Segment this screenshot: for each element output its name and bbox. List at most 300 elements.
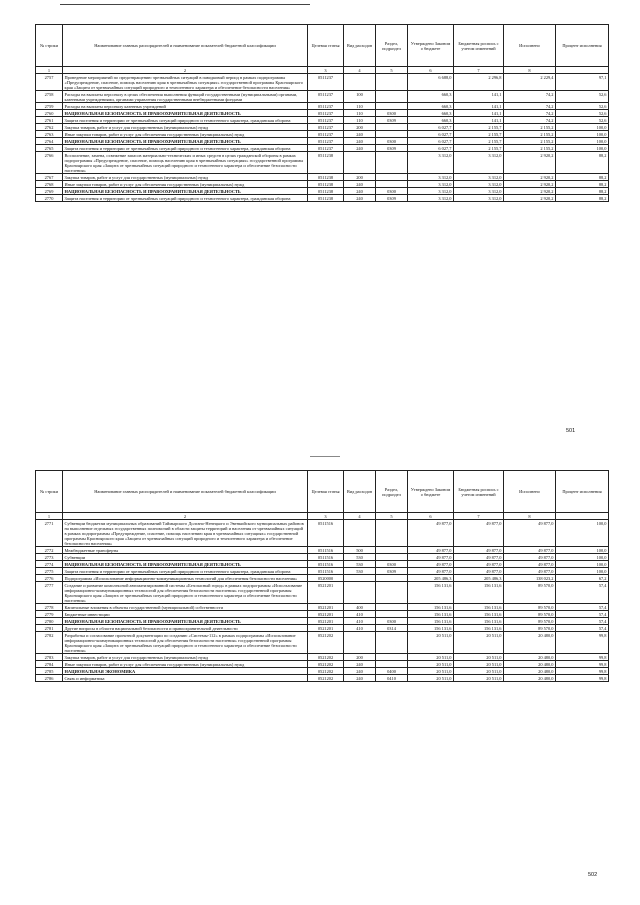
row-executed-cell: 89 570,0 xyxy=(504,582,556,604)
row-name-cell: Подпрограмма «Использование информационно-коммуникационных технологий для обеспечения безопасности населения» xyxy=(63,575,308,582)
header-target: Целевая статья xyxy=(308,25,344,67)
row-number-cell: 2769 xyxy=(36,188,63,195)
row-exp-type-cell: 110 xyxy=(344,117,376,124)
row-number-cell: 2778 xyxy=(36,604,63,611)
header-name: Наименование главных распорядителей и наименование показателей бюджетной классификации xyxy=(63,471,308,513)
row-section-cell xyxy=(376,547,408,554)
row-section-cell xyxy=(376,575,408,582)
row-section-cell: 0309 xyxy=(376,195,408,202)
row-name-cell: НАЦИОНАЛЬНАЯ БЕЗОПАСНОСТЬ И ПРАВООХРАНИТЕЛЬНАЯ ДЕЯТЕЛЬНОСТЬ xyxy=(63,138,308,145)
row-exp-type-cell: 240 xyxy=(344,195,376,202)
header-number: 6 xyxy=(408,513,454,520)
row-approved-cell: 660,3 xyxy=(408,103,454,110)
row-name-cell: НАЦИОНАЛЬНАЯ ЭКОНОМИКА xyxy=(63,668,308,675)
row-budget-list-cell: 156 131,6 xyxy=(454,604,504,611)
row-name-cell: Иные закупки товаров, работ и услуг для обеспечения государственных (муниципальных) нужд xyxy=(63,181,308,188)
row-exp-type-cell: 410 xyxy=(344,625,376,632)
row-target-cell: 0511238 xyxy=(308,152,344,174)
row-budget-list-cell: 3 312,0 xyxy=(454,188,504,195)
header-approved: Утверждено Законом о бюджете xyxy=(408,471,454,513)
header-number: 2 xyxy=(63,513,308,520)
row-percent-cell: 99,8 xyxy=(556,675,609,682)
row-number-cell: 2760 xyxy=(36,110,63,117)
table-row xyxy=(36,625,609,632)
separator xyxy=(310,456,340,457)
row-exp-type-cell: 200 xyxy=(344,124,376,131)
row-approved-cell: 205 486,3 xyxy=(408,575,454,582)
row-budget-list-cell: 20 511,0 xyxy=(454,675,504,682)
row-approved-cell: 20 511,0 xyxy=(408,661,454,668)
header-section: Раздел, подраздел xyxy=(376,25,408,67)
row-approved-cell: 49 877,0 xyxy=(408,554,454,561)
row-approved-cell: 6 688,0 xyxy=(408,74,454,91)
header-number: 1 xyxy=(36,513,63,520)
row-number-cell: 2757 xyxy=(36,74,63,91)
row-budget-list-cell: 2 296,8 xyxy=(454,74,504,91)
row-exp-type-cell: 240 xyxy=(344,661,376,668)
row-section-cell: 0400 xyxy=(376,668,408,675)
header-number: 4 xyxy=(344,513,376,520)
row-section-cell: 0300 xyxy=(376,618,408,625)
row-executed-cell: 74,2 xyxy=(504,110,556,117)
row-percent-cell: 97,1 xyxy=(556,74,609,91)
row-number-cell: 2781 xyxy=(36,625,63,632)
row-approved-cell: 6 027,7 xyxy=(408,138,454,145)
row-executed-cell: 2 155,2 xyxy=(504,131,556,138)
header-section: Раздел, подраздел xyxy=(376,471,408,513)
row-percent-cell: 100,0 xyxy=(556,131,609,138)
row-target-cell: 0511237 xyxy=(308,91,344,103)
row-executed-cell: 49 877,0 xyxy=(504,520,556,547)
row-budget-list-cell: 20 511,0 xyxy=(454,668,504,675)
row-section-cell xyxy=(376,582,408,604)
table-row xyxy=(36,554,609,561)
row-number-cell: 2763 xyxy=(36,131,63,138)
row-number-cell: 2762 xyxy=(36,124,63,131)
header-number: 5 xyxy=(376,67,408,74)
row-budget-list-cell: 141,1 xyxy=(454,110,504,117)
row-exp-type-cell: 500 xyxy=(344,547,376,554)
header-executed: Исполнено xyxy=(504,25,556,67)
row-approved-cell: 3 312,0 xyxy=(408,181,454,188)
row-section-cell: 0314 xyxy=(376,625,408,632)
page-number: 501 xyxy=(566,428,576,434)
row-name-cell: НАЦИОНАЛЬНАЯ БЕЗОПАСНОСТЬ И ПРАВООХРАНИТЕЛЬНАЯ ДЕЯТЕЛЬНОСТЬ xyxy=(63,188,308,195)
row-percent-cell: 67,2 xyxy=(556,575,609,582)
row-name-cell: Капитальные вложения в объекты государственной (муниципальной) собственности xyxy=(63,604,308,611)
row-name-cell: Межбюджетные трансферты xyxy=(63,547,308,554)
row-executed-cell: 74,2 xyxy=(504,91,556,103)
row-target-cell: 0511238 xyxy=(308,181,344,188)
row-approved-cell: 20 511,0 xyxy=(408,675,454,682)
table-body-page-501 xyxy=(36,74,609,202)
row-target-cell: 0520000 xyxy=(308,575,344,582)
budget-page-502 xyxy=(35,470,608,682)
row-section-cell: 0309 xyxy=(376,145,408,152)
table-row xyxy=(36,74,609,91)
row-exp-type-cell xyxy=(344,152,376,174)
row-name-cell: Проведение мероприятий по предотвращению чрезвычайных ситуаций в паводковый период в рамках подпрограммы «Предупреждение, спасение, помощь населению края в чрезвычайных ситуациях» государственной программы Красноярского края «Защита от чрезвычайных ситуаций природного и техногенного характера и обеспечение безопасности населения» xyxy=(63,74,308,91)
table-row xyxy=(36,152,609,174)
row-executed-cell: 74,2 xyxy=(504,103,556,110)
row-percent-cell: 88,2 xyxy=(556,188,609,195)
row-approved-cell: 156 131,6 xyxy=(408,625,454,632)
header-number: 3 xyxy=(308,513,344,520)
row-executed-cell: 49 877,0 xyxy=(504,568,556,575)
row-target-cell: 0521201 xyxy=(308,582,344,604)
row-section-cell xyxy=(376,103,408,110)
row-name-cell: Разработка и согласование проектной документации по созданию «Системы-112» в рамках подпрограммы «Использование информационно-коммуникационных технологий для обеспечения безопасности населения» государственной программы Красноярского края «Защита от чрезвычайных ситуаций природного и техногенного характера и обеспечение безопасности населения» xyxy=(63,632,308,654)
row-target-cell: 0521202 xyxy=(308,668,344,675)
table-row xyxy=(36,604,609,611)
row-executed-cell: 49 877,0 xyxy=(504,561,556,568)
row-approved-cell: 156 131,6 xyxy=(408,604,454,611)
header-executed: Исполнено xyxy=(504,471,556,513)
table-row xyxy=(36,174,609,181)
row-percent-cell: 88,2 xyxy=(556,152,609,174)
row-section-cell xyxy=(376,604,408,611)
header-target: Целевая статья xyxy=(308,471,344,513)
row-exp-type-cell: 240 xyxy=(344,145,376,152)
row-target-cell: 0521201 xyxy=(308,611,344,618)
row-percent-cell: 100,0 xyxy=(556,138,609,145)
row-target-cell: 0511516 xyxy=(308,554,344,561)
row-name-cell: Закупка товаров, работ и услуг для государственных (муниципальных) нужд xyxy=(63,124,308,131)
row-number-cell: 2774 xyxy=(36,561,63,568)
table-row xyxy=(36,675,609,682)
row-section-cell xyxy=(376,91,408,103)
row-approved-cell: 20 511,0 xyxy=(408,654,454,661)
budget-table-page-501 xyxy=(35,24,609,202)
row-percent-cell: 100,0 xyxy=(556,554,609,561)
header-budget-list: Бюджетная роспись с учетом изменений xyxy=(454,471,504,513)
row-exp-type-cell xyxy=(344,520,376,547)
row-budget-list-cell: 20 511,0 xyxy=(454,632,504,654)
row-executed-cell: 89 570,0 xyxy=(504,625,556,632)
row-target-cell: 0521201 xyxy=(308,618,344,625)
row-approved-cell: 660,3 xyxy=(408,110,454,117)
row-number-cell: 2772 xyxy=(36,547,63,554)
row-budget-list-cell: 3 312,0 xyxy=(454,174,504,181)
row-executed-cell: 2 155,2 xyxy=(504,124,556,131)
row-exp-type-cell xyxy=(344,582,376,604)
row-percent-cell: 57,4 xyxy=(556,618,609,625)
row-budget-list-cell: 156 131,6 xyxy=(454,625,504,632)
row-number-cell: 2768 xyxy=(36,181,63,188)
table-row xyxy=(36,117,609,124)
row-budget-list-cell: 49 877,0 xyxy=(454,561,504,568)
row-executed-cell: 20 480,0 xyxy=(504,632,556,654)
row-approved-cell: 3 312,0 xyxy=(408,152,454,174)
budget-page-501 xyxy=(35,24,608,202)
header-budget-list: Бюджетная роспись с учетом изменений xyxy=(454,25,504,67)
row-percent-cell: 57,4 xyxy=(556,625,609,632)
row-number-cell: 2765 xyxy=(36,145,63,152)
row-name-cell: Закупка товаров, работ и услуг для государственных (муниципальных) нужд xyxy=(63,654,308,661)
row-executed-cell: 20 480,0 xyxy=(504,661,556,668)
row-executed-cell: 2 155,2 xyxy=(504,138,556,145)
row-exp-type-cell: 530 xyxy=(344,554,376,561)
row-budget-list-cell: 49 877,0 xyxy=(454,547,504,554)
row-section-cell xyxy=(376,632,408,654)
row-name-cell: Иные закупки товаров, работ и услуг для обеспечения государственных (муниципальных) нужд xyxy=(63,661,308,668)
row-target-cell: 0511516 xyxy=(308,568,344,575)
row-approved-cell: 6 027,7 xyxy=(408,131,454,138)
table-row xyxy=(36,520,609,547)
row-exp-type-cell: 100 xyxy=(344,91,376,103)
row-budget-list-cell: 3 312,0 xyxy=(454,181,504,188)
row-target-cell: 0511516 xyxy=(308,561,344,568)
row-exp-type-cell xyxy=(344,74,376,91)
row-number-cell: 2758 xyxy=(36,91,63,103)
row-exp-type-cell: 240 xyxy=(344,138,376,145)
row-executed-cell: 2 229,4 xyxy=(504,74,556,91)
row-budget-list-cell: 2 155,7 xyxy=(454,138,504,145)
row-section-cell: 0300 xyxy=(376,138,408,145)
row-exp-type-cell: 200 xyxy=(344,654,376,661)
row-approved-cell: 660,3 xyxy=(408,91,454,103)
table-row xyxy=(36,632,609,654)
row-percent-cell: 52,6 xyxy=(556,103,609,110)
row-section-cell: 0309 xyxy=(376,568,408,575)
header-number: 4 xyxy=(344,67,376,74)
row-target-cell: 0511237 xyxy=(308,145,344,152)
row-section-cell: 0309 xyxy=(376,117,408,124)
row-target-cell: 0521201 xyxy=(308,625,344,632)
header-number: 6 xyxy=(408,67,454,74)
row-name-cell: Другие вопросы в области национальной безопасности и правоохранительной деятельности xyxy=(63,625,308,632)
table-row xyxy=(36,145,609,152)
row-executed-cell: 20 480,0 xyxy=(504,675,556,682)
row-executed-cell: 2 920,2 xyxy=(504,188,556,195)
row-number-cell: 2776 xyxy=(36,575,63,582)
row-exp-type-cell: 410 xyxy=(344,611,376,618)
row-name-cell: Связь и информатика xyxy=(63,675,308,682)
row-section-cell xyxy=(376,661,408,668)
row-target-cell: 0521202 xyxy=(308,632,344,654)
row-budget-list-cell: 205 486,3 xyxy=(454,575,504,582)
row-percent-cell: 100,0 xyxy=(556,568,609,575)
row-number-cell: 2766 xyxy=(36,152,63,174)
row-exp-type-cell: 240 xyxy=(344,675,376,682)
row-section-cell xyxy=(376,152,408,174)
table-row xyxy=(36,124,609,131)
row-budget-list-cell: 156 131,6 xyxy=(454,611,504,618)
header-number: 7 xyxy=(454,67,504,74)
row-section-cell: 0410 xyxy=(376,675,408,682)
table-row xyxy=(36,661,609,668)
row-executed-cell: 89 570,0 xyxy=(504,611,556,618)
row-budget-list-cell: 20 511,0 xyxy=(454,661,504,668)
row-executed-cell: 2 920,2 xyxy=(504,195,556,202)
row-exp-type-cell: 110 xyxy=(344,110,376,117)
row-section-cell xyxy=(376,611,408,618)
row-percent-cell: 57,4 xyxy=(556,611,609,618)
row-exp-type-cell: 240 xyxy=(344,188,376,195)
row-section-cell xyxy=(376,654,408,661)
row-percent-cell: 100,0 xyxy=(556,561,609,568)
row-executed-cell: 74,2 xyxy=(504,117,556,124)
row-exp-type-cell: 200 xyxy=(344,174,376,181)
header-row-no: № строки xyxy=(36,471,63,513)
row-section-cell xyxy=(376,131,408,138)
row-exp-type-cell: 530 xyxy=(344,568,376,575)
table-row xyxy=(36,561,609,568)
row-number-cell: 2779 xyxy=(36,611,63,618)
row-target-cell: 0511237 xyxy=(308,124,344,131)
row-percent-cell: 88,2 xyxy=(556,181,609,188)
row-budget-list-cell: 49 877,0 xyxy=(454,520,504,547)
row-percent-cell: 52,6 xyxy=(556,117,609,124)
table-row xyxy=(36,188,609,195)
row-target-cell: 0511516 xyxy=(308,520,344,547)
row-name-cell: Защита населения и территории от чрезвычайных ситуаций природного и техногенного характера, гражданская оборона xyxy=(63,195,308,202)
row-target-cell: 0511237 xyxy=(308,74,344,91)
row-approved-cell: 156 131,6 xyxy=(408,611,454,618)
row-percent-cell: 88,2 xyxy=(556,195,609,202)
row-target-cell: 0511238 xyxy=(308,188,344,195)
row-name-cell: Защита населения и территории от чрезвычайных ситуаций природного и техногенного характера, гражданская оборона xyxy=(63,145,308,152)
row-percent-cell: 100,0 xyxy=(556,145,609,152)
row-exp-type-cell: 240 xyxy=(344,131,376,138)
row-approved-cell: 6 027,7 xyxy=(408,124,454,131)
row-target-cell: 0521202 xyxy=(308,654,344,661)
row-budget-list-cell: 2 155,7 xyxy=(454,124,504,131)
table-row xyxy=(36,568,609,575)
table-row xyxy=(36,611,609,618)
row-exp-type-cell: 110 xyxy=(344,103,376,110)
row-percent-cell: 88,2 xyxy=(556,174,609,181)
table-row xyxy=(36,131,609,138)
row-budget-list-cell: 141,1 xyxy=(454,103,504,110)
row-number-cell: 2770 xyxy=(36,195,63,202)
row-section-cell xyxy=(376,520,408,547)
row-target-cell: 0511238 xyxy=(308,174,344,181)
header-number: 3 xyxy=(308,67,344,74)
row-target-cell: 0521202 xyxy=(308,661,344,668)
header-percent: Процент исполнения xyxy=(556,25,609,67)
row-approved-cell: 49 877,0 xyxy=(408,547,454,554)
row-executed-cell: 20 480,0 xyxy=(504,668,556,675)
row-target-cell: 0511237 xyxy=(308,117,344,124)
row-percent-cell: 99,8 xyxy=(556,661,609,668)
table-row xyxy=(36,618,609,625)
row-name-cell: Бюджетные инвестиции xyxy=(63,611,308,618)
row-executed-cell: 2 155,2 xyxy=(504,145,556,152)
row-number-cell: 2783 xyxy=(36,654,63,661)
row-approved-cell: 156 131,6 xyxy=(408,618,454,625)
row-budget-list-cell: 141,1 xyxy=(454,117,504,124)
row-approved-cell: 49 877,0 xyxy=(408,568,454,575)
row-name-cell: Субвенции xyxy=(63,554,308,561)
row-section-cell xyxy=(376,74,408,91)
row-section-cell xyxy=(376,554,408,561)
table-row xyxy=(36,195,609,202)
row-section-cell: 0300 xyxy=(376,110,408,117)
row-executed-cell: 2 920,2 xyxy=(504,174,556,181)
row-executed-cell: 89 570,0 xyxy=(504,604,556,611)
row-exp-type-cell: 530 xyxy=(344,561,376,568)
row-executed-cell: 49 877,0 xyxy=(504,547,556,554)
row-target-cell: 0511516 xyxy=(308,547,344,554)
row-target-cell: 0511237 xyxy=(308,131,344,138)
row-target-cell: 0511237 xyxy=(308,110,344,117)
row-executed-cell: 89 570,0 xyxy=(504,618,556,625)
row-percent-cell: 100,0 xyxy=(556,547,609,554)
header-approved: Утверждено Законом о бюджете xyxy=(408,25,454,67)
header-number: 8 xyxy=(504,67,556,74)
row-number-cell: 2761 xyxy=(36,117,63,124)
header-name: Наименование главных распорядителей и наименование показателей бюджетной классификации xyxy=(63,25,308,67)
table-row xyxy=(36,110,609,117)
row-number-cell: 2777 xyxy=(36,582,63,604)
row-approved-cell: 3 312,0 xyxy=(408,195,454,202)
row-executed-cell: 2 920,2 xyxy=(504,181,556,188)
row-exp-type-cell xyxy=(344,632,376,654)
row-name-cell: НАЦИОНАЛЬНАЯ БЕЗОПАСНОСТЬ И ПРАВООХРАНИТЕЛЬНАЯ ДЕЯТЕЛЬНОСТЬ xyxy=(63,110,308,117)
row-approved-cell: 3 312,0 xyxy=(408,174,454,181)
header-exp-type: Вид расходов xyxy=(344,471,376,513)
row-name-cell: Иные закупки товаров, работ и услуг для обеспечения государственных (муниципальных) нужд xyxy=(63,131,308,138)
row-target-cell: 0521201 xyxy=(308,604,344,611)
row-number-cell: 2771 xyxy=(36,520,63,547)
row-budget-list-cell: 2 155,7 xyxy=(454,145,504,152)
row-executed-cell: 20 480,0 xyxy=(504,654,556,661)
row-budget-list-cell: 3 312,0 xyxy=(454,195,504,202)
row-number-cell: 2782 xyxy=(36,632,63,654)
header-exp-type: Вид расходов xyxy=(344,25,376,67)
row-target-cell: 0511238 xyxy=(308,195,344,202)
header-number: 2 xyxy=(63,67,308,74)
header-row-no: № строки xyxy=(36,25,63,67)
row-percent-cell: 99,8 xyxy=(556,632,609,654)
row-number-cell: 2786 xyxy=(36,675,63,682)
row-percent-cell: 52,6 xyxy=(556,110,609,117)
row-percent-cell: 57,4 xyxy=(556,604,609,611)
table-row xyxy=(36,138,609,145)
row-percent-cell: 52,6 xyxy=(556,91,609,103)
header-number: 8 xyxy=(504,513,556,520)
row-percent-cell: 100,0 xyxy=(556,520,609,547)
row-target-cell: 0511237 xyxy=(308,138,344,145)
row-exp-type-cell: 240 xyxy=(344,181,376,188)
table-row xyxy=(36,654,609,661)
row-budget-list-cell: 49 877,0 xyxy=(454,554,504,561)
header-number: 5 xyxy=(376,513,408,520)
row-name-cell: Расходы на выплаты персоналу в целях обеспечения выполнения функций государственными (муниципальными) органами, казенными учреждениями, органами управления государственными внебюджетными фондами xyxy=(63,91,308,103)
row-approved-cell: 660,3 xyxy=(408,117,454,124)
row-number-cell: 2759 xyxy=(36,103,63,110)
row-number-cell: 2780 xyxy=(36,618,63,625)
top-rule xyxy=(60,4,310,5)
row-name-cell: Защита населения и территории от чрезвычайных ситуаций природного и техногенного характера, гражданская оборона xyxy=(63,568,308,575)
row-budget-list-cell: 3 312,0 xyxy=(454,152,504,174)
row-exp-type-cell: 240 xyxy=(344,668,376,675)
row-budget-list-cell: 156 131,6 xyxy=(454,582,504,604)
row-approved-cell: 49 877,0 xyxy=(408,561,454,568)
row-section-cell xyxy=(376,124,408,131)
row-approved-cell: 6 027,7 xyxy=(408,145,454,152)
row-percent-cell: 99,8 xyxy=(556,668,609,675)
header-number: 7 xyxy=(454,513,504,520)
row-number-cell: 2773 xyxy=(36,554,63,561)
table-row xyxy=(36,575,609,582)
row-number-cell: 2764 xyxy=(36,138,63,145)
row-approved-cell: 156 131,6 xyxy=(408,582,454,604)
row-section-cell: 0300 xyxy=(376,188,408,195)
row-number-cell: 2767 xyxy=(36,174,63,181)
row-target-cell: 0521202 xyxy=(308,675,344,682)
